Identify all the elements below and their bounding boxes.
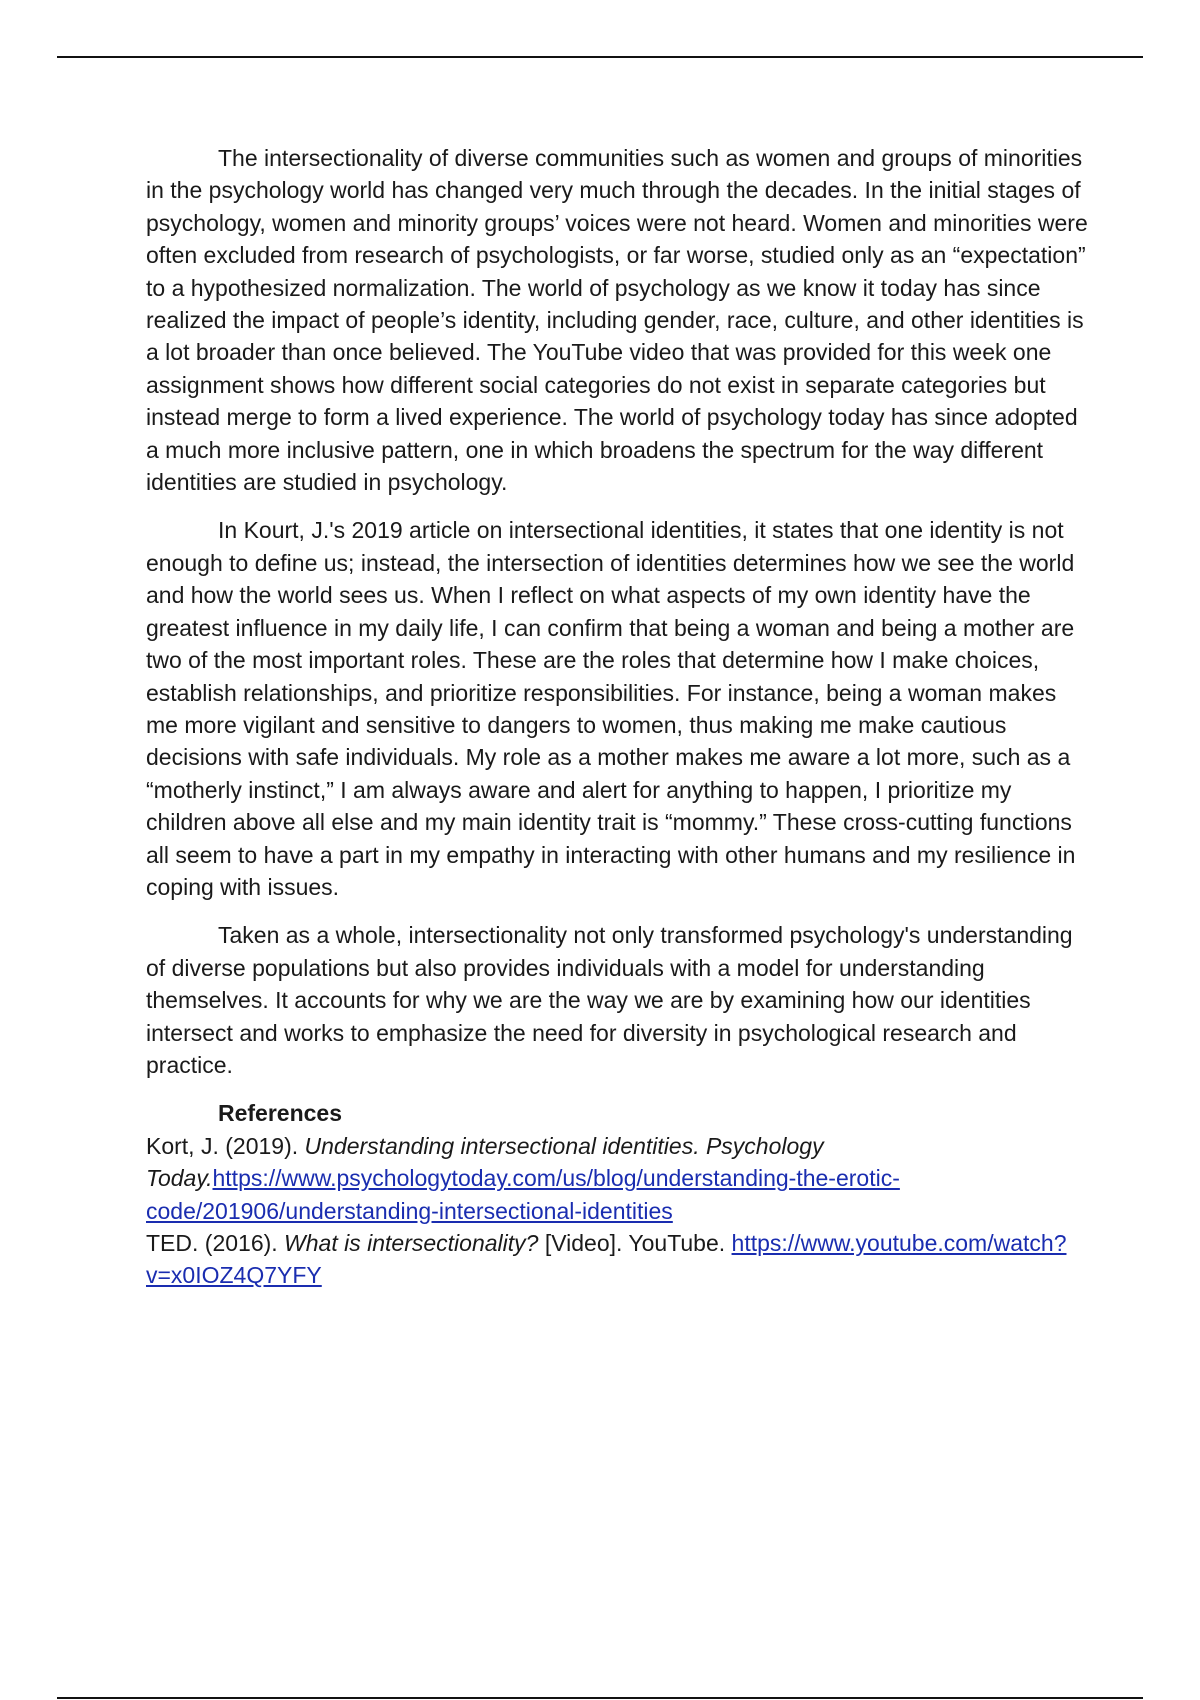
paragraph-2: In Kourt, J.'s 2019 article on intersectional identities, it states that one identity is not enough to define us; instead, the intersection of identities determines how we see the world and how the world sees us. When I reflect on what aspects of my own identity have the greatest influence in my daily life, I can confirm that being a woman and being a mother are two of the most important roles. These are the roles that determine how I make choices, establish relationships, and prioritize responsibilities. For instance, being a woman makes me more vigilant and sensitive to dangers to women, thus making me make cautious decisions with safe individuals. My role as a mother makes me aware a lot more, such as a “motherly instinct,” I am always aware and alert for anything to happen, I prioritize my children above all else and my main identity trait is “mommy.” These cross-cutting functions all seem to have a part in my empathy in interacting with other humans and my resilience in coping with issues.: [146, 517, 1076, 900]
reference-medium: [Video]. YouTube.: [538, 1230, 732, 1256]
reference-author-date: TED. (2016).: [146, 1230, 285, 1256]
paragraph-1: The intersectionality of diverse communities such as women and groups of minorities in the psychology world has changed very much through the decades. In the initial stages of psychology, women and minority groups’ voices were not heard. Women and minorities were often excluded from research of psychologists, or far worse, studied only as an “expectation” to a hypothesized normalization. The world of psychology as we know it today has since realized the impact of people’s identity, including gender, race, culture, and other identities is a lot broader than once believed. The YouTube video that was provided for this week one assignment shows how different social categories do not exist in separate categories but instead merge to form a lived experience. The world of psychology today has since adopted a much more inclusive pattern, one in which broadens the spectrum for the way different identities are studied in psychology.: [146, 145, 1088, 496]
references-heading: References: [218, 1100, 343, 1127]
reference-link[interactable]: https://www.psychologytoday.com/us/blog/understanding-the-erotic-code/201906/understanding-intersectional-identities: [146, 1165, 900, 1224]
footer-rule: [57, 1697, 1143, 1699]
reference-title: What is intersectionality?: [284, 1230, 539, 1256]
reference-entry-ted: [146, 1227, 1094, 1292]
document-body: [146, 142, 1094, 1292]
paragraph-3: Taken as a whole, intersectionality not only transformed psychology's understanding of diverse populations but also provides individuals with a model for understanding themselves. It accounts for why we are the way we are by examining how our identities intersect and works to emphasize the need for diversity in psychological research and practice.: [146, 922, 1073, 1078]
reference-title: Understanding intersectional identities. Psychology Today.: [146, 1132, 824, 1192]
reference-entry-kort: [146, 1130, 1094, 1227]
reference-link[interactable]: https://www.youtube.com/watch?v=x0IOZ4Q7YFY: [146, 1230, 1067, 1289]
reference-author-date: Kort, J. (2019).: [146, 1132, 305, 1159]
header-rule: [57, 56, 1143, 58]
